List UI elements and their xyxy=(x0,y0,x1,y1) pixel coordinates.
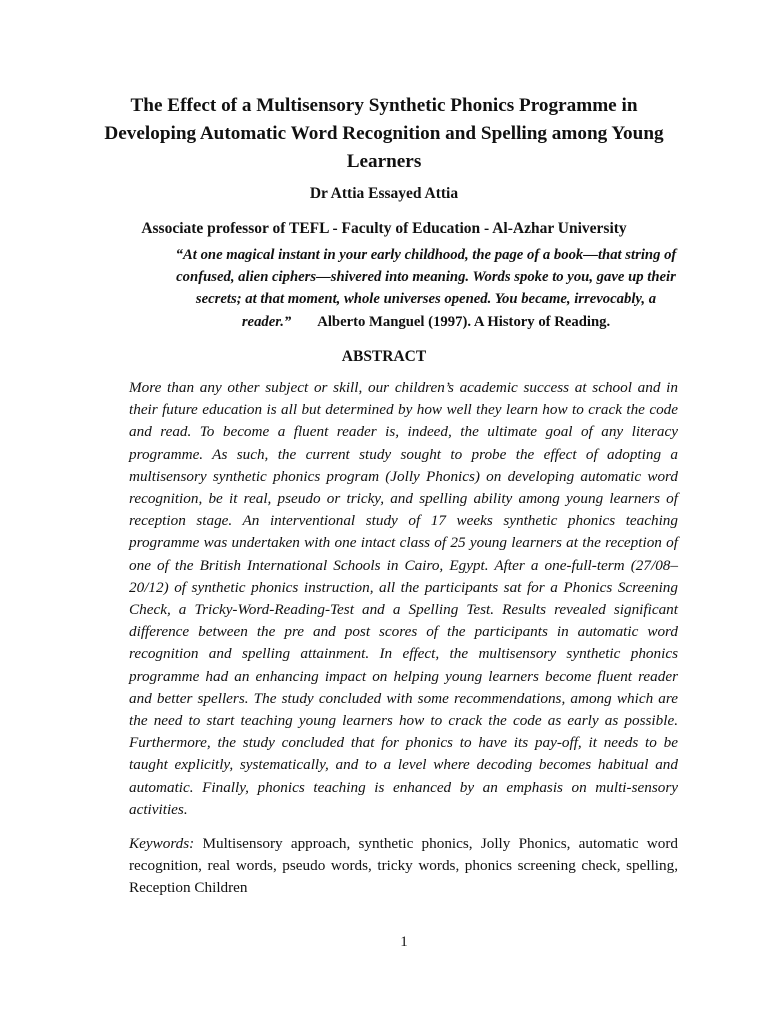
author-name: Dr Attia Essayed Attia xyxy=(309,185,459,202)
epigraph-source: Alberto Manguel (1997). A History of Reading. xyxy=(317,313,611,330)
keywords xyxy=(129,833,678,900)
abstract-heading: ABSTRACT xyxy=(341,348,427,365)
epigraph-quote: “At one magical instant in your early childhood, the page of a book—that string of confused, alien ciphers—shivered into meaning. Words spoke to you, gave up their secrets; at that moment, whole universes opened. You became, irrevocably, a reader.” xyxy=(175,247,677,330)
keywords-label: Keywords: xyxy=(129,835,195,852)
keywords-list: Multisensory approach, synthetic phonics, Jolly Phonics, automatic word recognition, real words, pseudo words, tricky words, phonics screening check, spelling, Reception Children xyxy=(129,835,678,897)
page-number: 1 xyxy=(400,934,408,950)
abstract-body: More than any other subject or skill, our children’s academic success at school and in their future education is all but determined by how well they learn how to crack the code and read. To become a fluent reader is, indeed, the ultimate goal of any literacy programme. As such, the current study sought to probe the effect of adopting a multisensory synthetic phonics program (Jolly Phonics) on developing automatic word recognition, be it real, pseudo or tricky, and spelling ability among young learners of reception stage. An interventional study of 17 weeks synthetic phonics teaching programme was undertaken with one intact class of 25 young learners at the reception of one of the British International Schools in Cairo, Egypt. After a one-full-term (27/08–20/12) of synthetic phonics instruction, all the participants sat for a Phonics Screening Check, a Tricky-Word-Reading-Test and a Spelling Test. Results revealed significant difference between the pre and post scores of the participants in automatic word recognition and spelling attainment. In effect, the multisensory synthetic phonics programme had an enhancing impact on helping young learners become fluent reader and better spellers. The study concluded with some recommendations, among which are the need to start teaching young learners how to crack the code as early as possible. Furthermore, the study concluded that for phonics to have its pay-off, it needs to be taught explicitly, systematically, and to a level where decoding becomes habitual and automatic. Finally, phonics teaching is enhanced by an emphasis on multi-sensory activities. xyxy=(129,379,678,818)
epigraph xyxy=(172,244,680,333)
paper-title: The Effect of a Multisensory Synthetic Phonics Programme in Developing Automatic Word Recognition and Spelling among Young Learners xyxy=(104,95,664,172)
author-affiliation: Associate professor of TEFL - Faculty of Education - Al-Azhar University xyxy=(141,220,627,237)
